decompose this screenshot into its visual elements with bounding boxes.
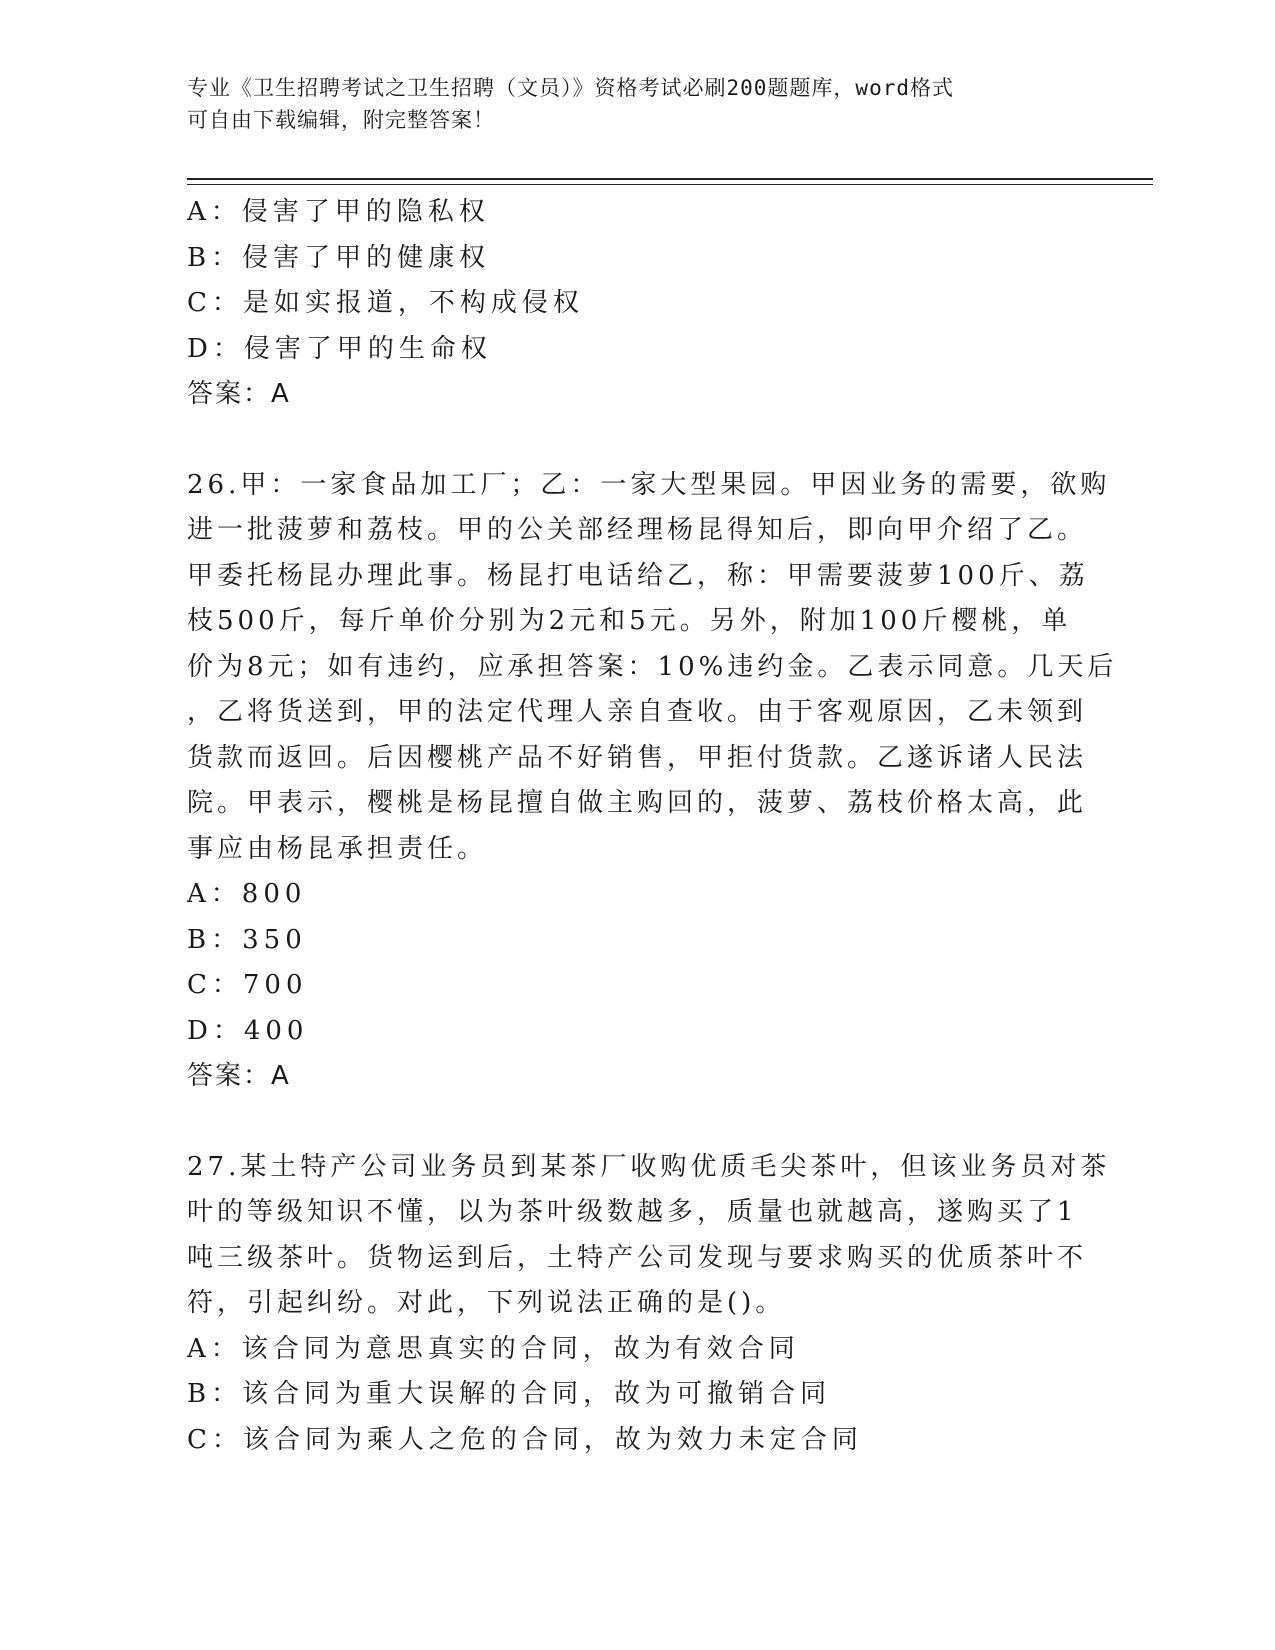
stem-line: ，乙将货送到，甲的法定代理人亲自查收。由于客观原因，乙未领到 <box>187 697 1088 727</box>
stem-line: 院。甲表示，樱桃是杨昆擅自做主购回的，菠萝、荔枝价格太高，此 <box>187 788 1088 818</box>
stem-line: 枝500斤，每斤单价分别为2元和5元。另外，附加100斤樱桃，单 <box>187 606 1072 636</box>
spacer <box>187 1100 1087 1145</box>
stem-line: 26.甲：一家食品加工厂；乙：一家大型果园。甲因业务的需要，欲购 <box>187 469 1111 500</box>
stem-line: 叶的等级知识不懂，以为茶叶级数越多，质量也就越高，遂购买了1 <box>187 1197 1078 1227</box>
option-d: D：侵害了甲的生命权 <box>187 333 492 364</box>
stem-line: 进一批菠萝和荔枝。甲的公关部经理杨昆得知后，即向甲介绍了乙。 <box>187 515 1088 545</box>
option-c: C：该合同为乘人之危的合同，故为效力未定合同 <box>187 1424 863 1455</box>
answer: 答案：A <box>187 1061 291 1091</box>
option-a: A：该合同为意思真实的合同，故为有效合同 <box>187 1333 800 1364</box>
header-rule-thin <box>187 184 1153 185</box>
stem-line: 事应由杨昆承担责任。 <box>187 833 488 864</box>
question-26 <box>187 463 1118 1100</box>
spacer <box>187 418 1087 463</box>
header-rule-thick <box>187 178 1153 180</box>
stem-line: 价为8元；如有违约，应承担答案：10%违约金。乙表示同意。几天后 <box>187 651 1118 682</box>
option-b: B：侵害了甲的健康权 <box>187 242 491 273</box>
question-25 <box>187 190 1087 418</box>
header-line-1: 专业《卫生招聘考试之卫生招聘（文员）》资格考试必刷200题题库，word格式 <box>187 76 954 100</box>
stem-line: 符，引起纠纷。对此，下列说法正确的是()。 <box>187 1288 786 1318</box>
stem-line: 货款而返回。后因樱桃产品不好销售，甲拒付货款。乙遂诉诸人民法 <box>187 742 1088 773</box>
question-27 <box>187 1145 1111 1464</box>
document-header <box>187 72 1087 136</box>
header-line-2: 可自由下载编辑，附完整答案！ <box>187 108 495 132</box>
option-c: C：是如实报道，不构成侵权 <box>187 288 584 318</box>
stem-line: 27.某土特产公司业务员到某茶厂收购优质毛尖茶叶，但该业务员对茶 <box>187 1151 1111 1182</box>
option-d: D：400 <box>187 1015 309 1046</box>
option-a: A：侵害了甲的隐私权 <box>187 197 490 227</box>
answer: 答案：A <box>187 379 291 409</box>
option-a: A：800 <box>187 879 307 909</box>
stem-line: 甲委托杨昆办理此事。杨昆打电话给乙，称：甲需要菠萝100斤、荔 <box>187 560 1089 591</box>
option-c: C：700 <box>187 970 308 1000</box>
document-body <box>187 190 1118 1463</box>
option-b: B：350 <box>187 924 307 955</box>
question-stem <box>187 463 1118 873</box>
stem-line: 吨三级茶叶。货物运到后，土特产公司发现与要求购买的优质茶叶不 <box>187 1242 1088 1273</box>
question-stem <box>187 1145 1111 1327</box>
option-b: B：该合同为重大误解的合同，故为可撤销合同 <box>187 1379 832 1409</box>
